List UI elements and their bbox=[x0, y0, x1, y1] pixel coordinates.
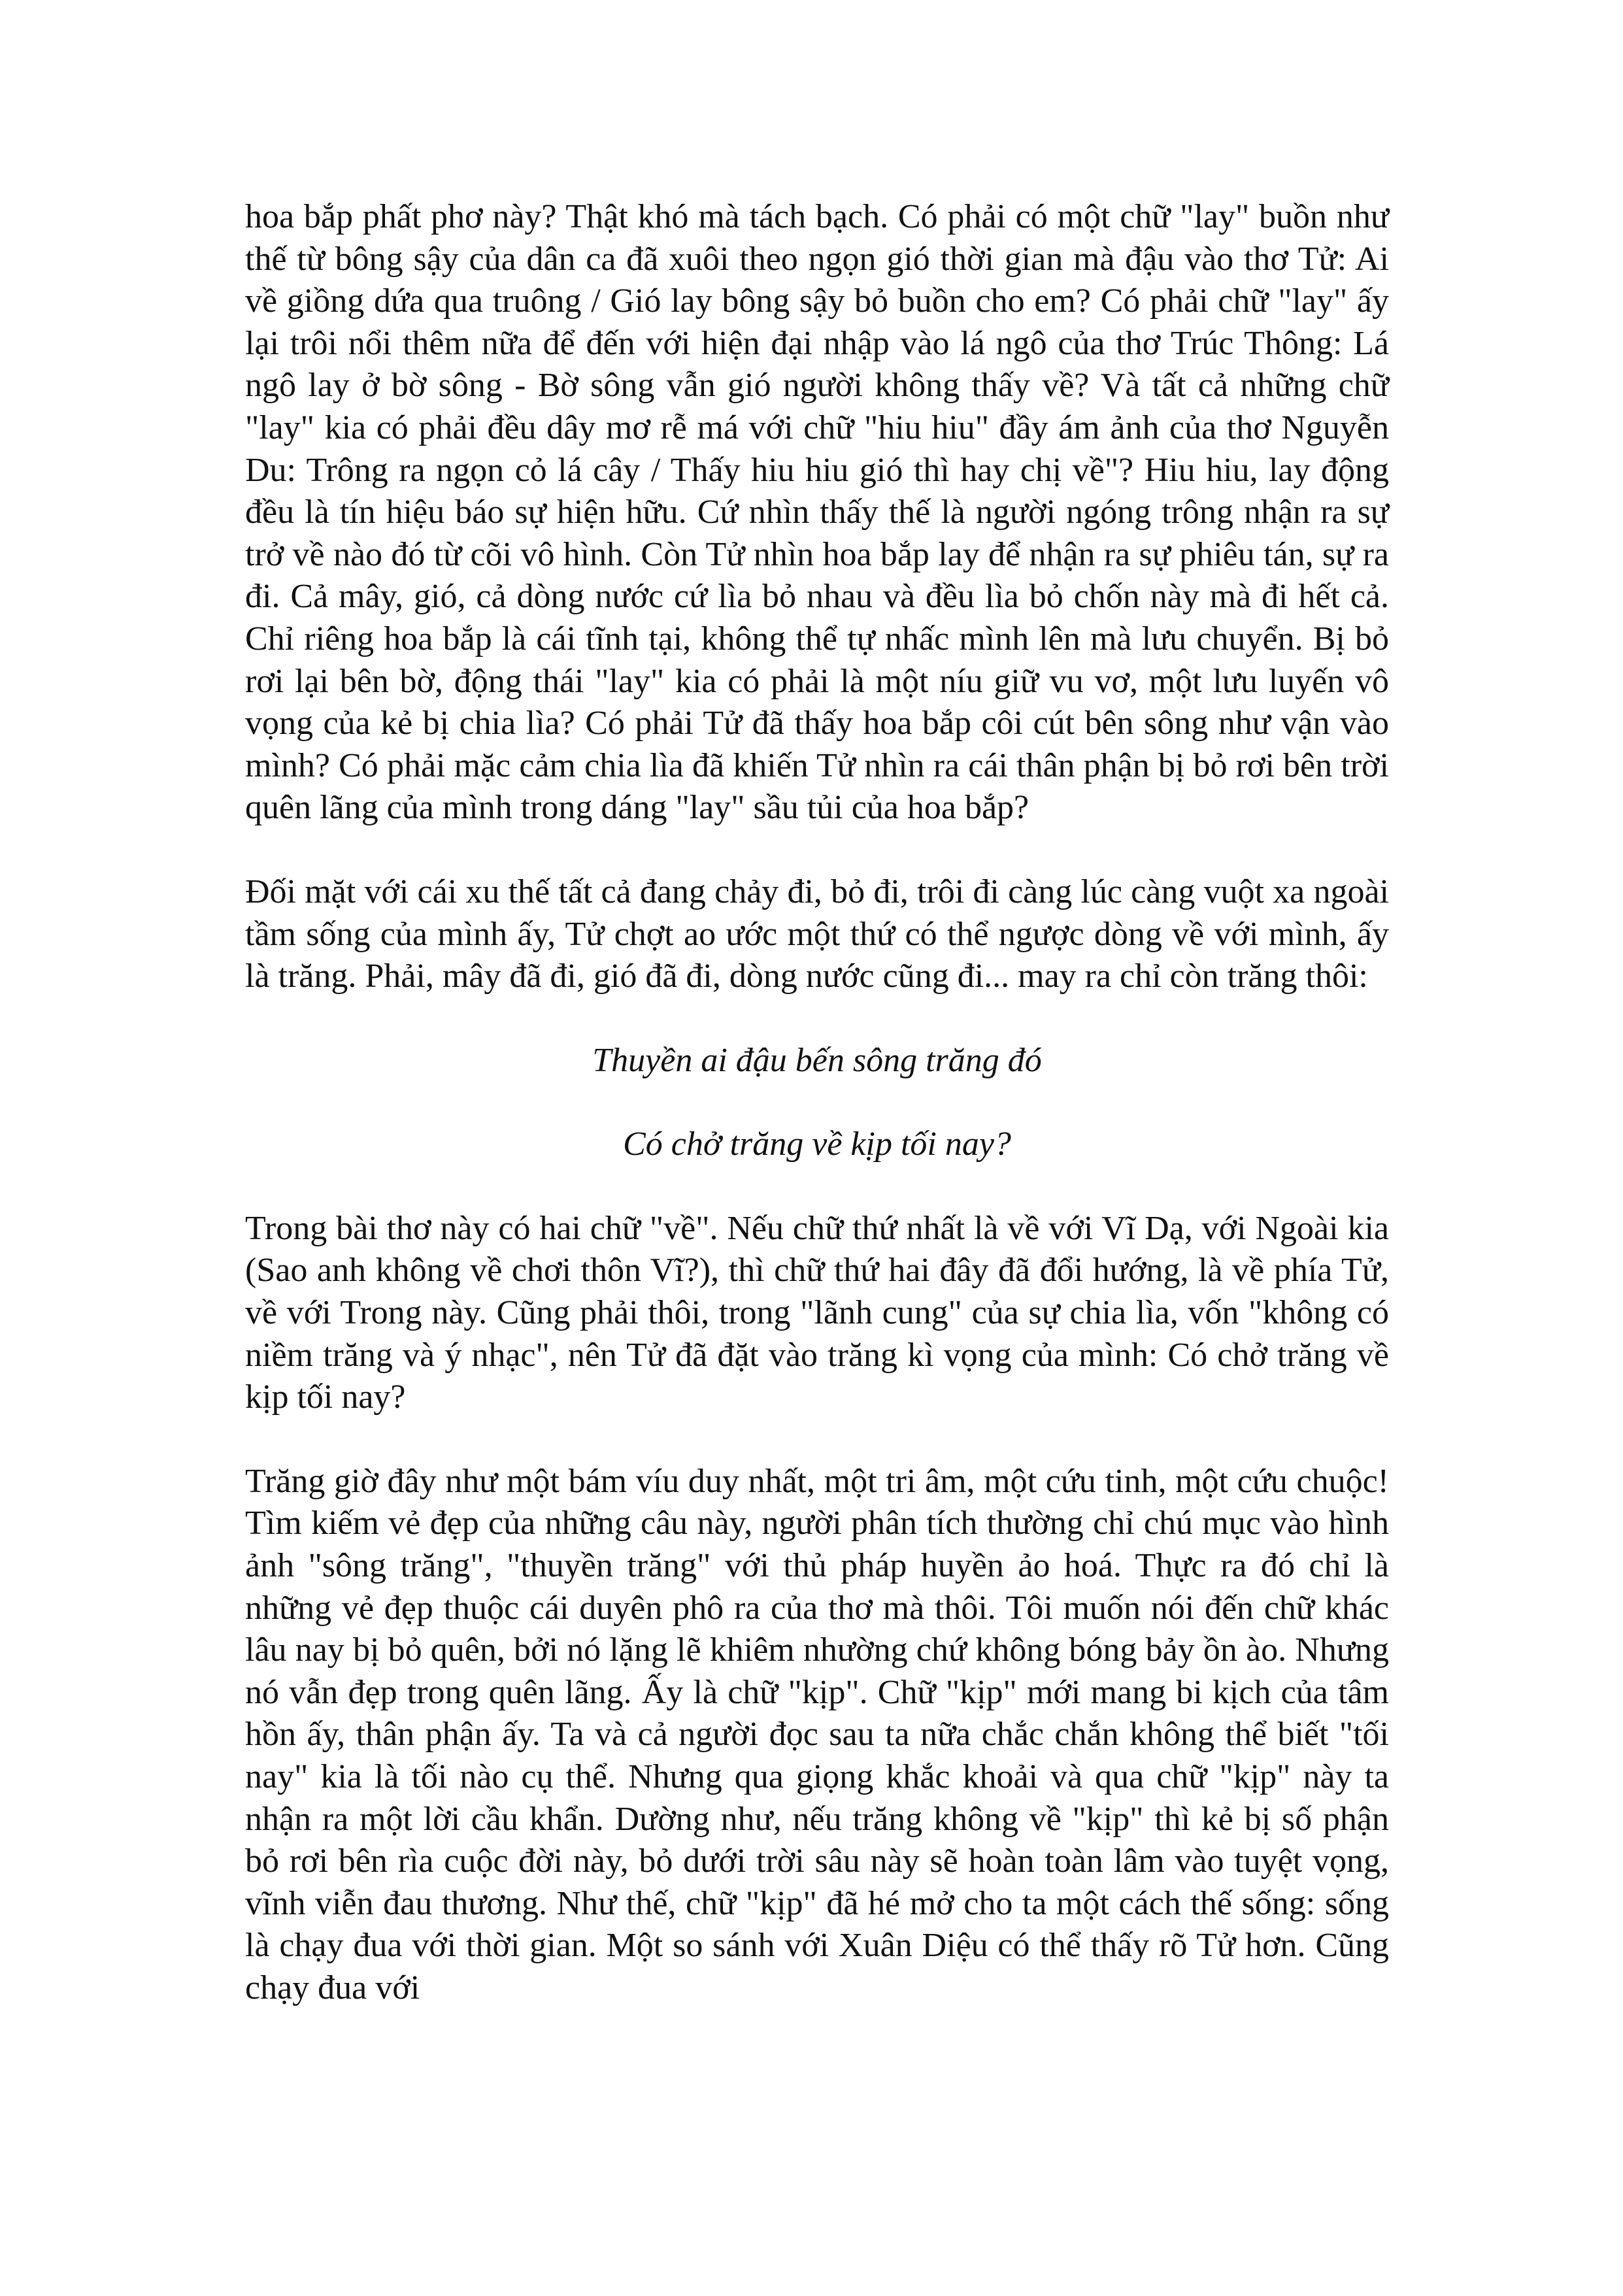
verse-line-2: Có chở trăng về kịp tối nay? bbox=[623, 1125, 1011, 1163]
paragraph-two-ve: Trong bài thơ này có hai chữ "về". Nếu chữ thứ nhất là về với Vĩ Dạ, với Ngoài kia (Sao anh không về chơi thôn Vĩ?), thì chữ thứ hai đây đã đổi hướng, là về phía Tử, về với Trong này. Cũng phải thôi, trong "lãnh cung" của sự chia lìa, vốn "không có niềm trăng và ý nhạc", nên Tử đã đặt vào trăng kì vọng của mình: Có chở trăng về kịp tối nay? bbox=[245, 1209, 1389, 1416]
paragraph-moon-wish: Đối mặt với cái xu thế tất cả đang chảy đi, bỏ đi, trôi đi càng lúc càng vuột xa ngoài tầm sống của mình ấy, Tử chợt ao ước một thứ có thể ngược dòng về với mình, ấy là trăng. Phải, mây đã đi, gió đã đi, dòng nước cũng đi... may ra chỉ còn trăng thôi: bbox=[245, 873, 1389, 995]
verse-line-1: Thuyền ai đậu bến sông trăng đó bbox=[592, 1041, 1042, 1079]
paragraph-lay-analysis: hoa bắp phất phơ này? Thật khó mà tách bạch. Có phải có một chữ "lay" buồn như thế từ bông sậy của dân ca đã xuôi theo ngọn gió thời gian mà đậu vào thơ Tử: Ai về giồng dứa qua truông / Gió lay bông sậy bỏ buồn cho em? Có phải chữ "lay" ấy lại trôi nổi thêm nữa để đến với hiện đại nhập vào lá ngô của thơ Trúc Thông: Lá ngô lay ở bờ sông - Bờ sông vẫn gió người không thấy về? Và tất cả những chữ "lay" kia có phải đều dây mơ rễ má với chữ "hiu hiu" đầy ám ảnh của thơ Nguyễn Du: Trông ra ngọn cỏ lá cây / Thấy hiu hiu gió thì hay chị về"? Hiu hiu, lay động đều là tín hiệu báo sự hiện hữu. Cứ nhìn thấy thế là người ngóng trông nhận ra sự trở về nào đó từ cõi vô hình. Còn Tử nhìn hoa bắp lay để nhận ra sự phiêu tán, sự ra đi. Cả mây, gió, cả dòng nước cứ lìa bỏ nhau và đều lìa bỏ chốn này mà đi hết cả. Chỉ riêng hoa bắp là cái tĩnh tại, không thể tự nhấc mình lên mà lưu chuyển. Bị bỏ rơi lại bên bờ, động thái "lay" kia có phải là một níu giữ vu vơ, một lưu luyến vô vọng của kẻ bị chia lìa? Có phải Tử đã thấy hoa bắp côi cút bên sông như vận vào mình? Có phải mặc cảm chia lìa đã khiến Tử nhìn ra cái thân phận bị bỏ rơi bên trời quên lãng của mình trong dáng "lay" sầu tủi của hoa bắp? bbox=[245, 198, 1389, 827]
paragraph-kip-word: Trăng giờ đây như một bám víu duy nhất, một tri âm, một cứu tinh, một cứu chuộc! Tìm kiếm vẻ đẹp của những câu này, người phân tích thường chỉ chú mục vào hình ảnh "sông trăng", "thuyền trăng" với thủ pháp huyền ảo hoá. Thực ra đó chỉ là những vẻ đẹp thuộc cái duyên phô ra của thơ mà thôi. Tôi muốn nói đến chữ khác lâu nay bị bỏ quên, bởi nó lặng lẽ khiêm nhường chứ không bóng bảy ồn ào. Nhưng nó vẫn đẹp trong quên lãng. Ấy là chữ "kịp". Chữ "kịp" mới mang bi kịch của tâm hồn ấy, thân phận ấy. Ta và cả người đọc sau ta nữa chắc chắn không thể biết "tối nay" kia là tối nào cụ thể. Nhưng qua giọng khắc khoải và qua chữ "kịp" này ta nhận ra một lời cầu khẩn. Dường như, nếu trăng không về "kịp" thì kẻ bị số phận bỏ rơi bên rìa cuộc đời này, bỏ dưới trời sâu này sẽ hoàn toàn lâm vào tuyệt vọng, vĩnh viễn đau thương. Như thế, chữ "kịp" đã hé mở cho ta một cách thế sống: sống là chạy đua với thời gian. Một so sánh với Xuân Diệu có thể thấy rõ Tử hơn. Cũng chạy đua với bbox=[245, 1462, 1389, 2006]
document-page bbox=[245, 196, 1389, 2052]
